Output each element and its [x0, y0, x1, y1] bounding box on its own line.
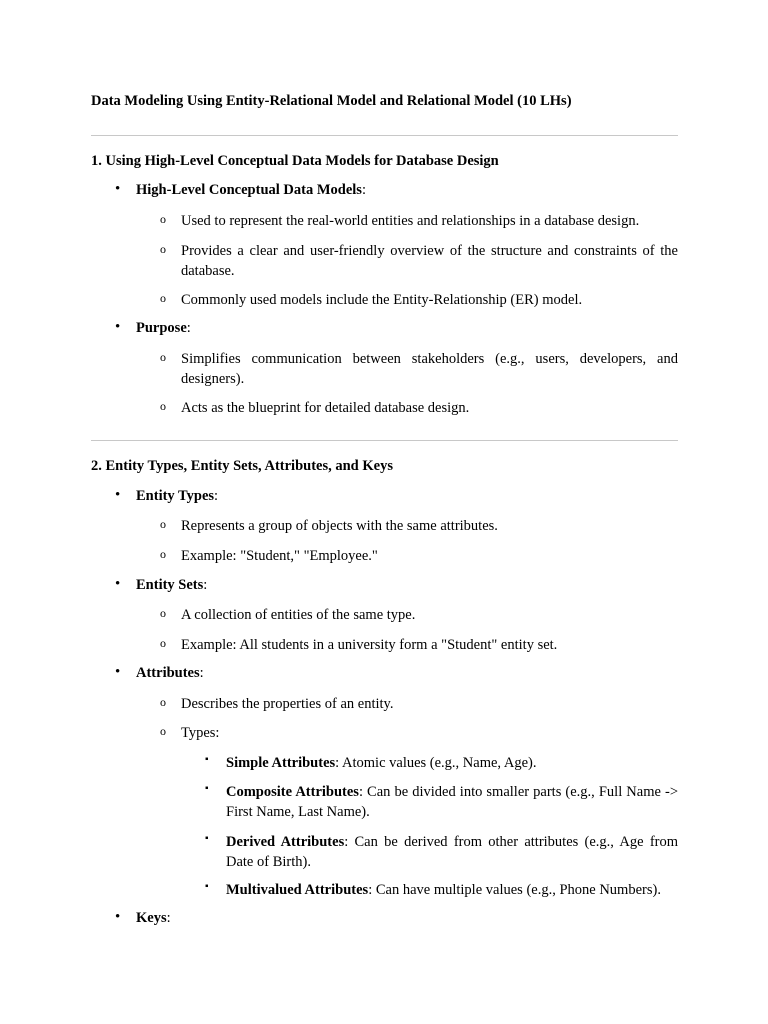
bullet-marker: • [115, 319, 121, 335]
sub-bullet-text: A collection of entities of the same type. [181, 607, 416, 623]
sub-bullet-text: Acts as the blueprint for detailed database design. [181, 400, 470, 416]
bullet-term: Entity Types [136, 488, 215, 504]
attribute-description: : Can have multiple values (e.g., Phone Numbers). [368, 882, 661, 898]
sub-bullet-marker: o [160, 242, 166, 256]
bullet-marker: • [115, 487, 121, 503]
square-bullet-marker: ▪ [205, 754, 209, 765]
sub-bullet-marker: o [160, 695, 166, 709]
sub-bullet-marker: o [160, 606, 166, 620]
attribute-description: : Can be derived from other attributes (e.g., Age from Date of Birth). [226, 834, 678, 870]
bullet-term: Entity Sets [136, 577, 204, 593]
sub-bullet-text: Types: [181, 725, 220, 741]
sub-bullet-text: Example: "Student," "Employee." [181, 548, 378, 564]
sub-bullet-text: Commonly used models include the Entity-Relationship (ER) model. [181, 292, 583, 308]
attribute-description: : Atomic values (e.g., Name, Age). [335, 755, 537, 771]
bullet-term: Purpose [136, 320, 187, 336]
sub-bullet-text: Describes the properties of an entity. [181, 696, 394, 712]
attribute-description: : Can be divided into smaller parts (e.g., Full Name -> First Name, Last Name). [226, 784, 678, 820]
sub-bullet-marker: o [160, 547, 166, 561]
sub-bullet-text: Used to represent the real-world entities and relationships in a database design. [181, 213, 640, 229]
bullet-term: Keys [136, 910, 167, 926]
section-heading: 1. Using High-Level Conceptual Data Models for Database Design [91, 153, 499, 169]
sub-bullet-marker: o [160, 399, 166, 413]
bullet-marker: • [115, 181, 121, 197]
sub-bullet-text: Provides a clear and user-friendly overview of the structure and constraints of the database. [181, 243, 678, 279]
bullet-marker: • [115, 909, 121, 925]
sub-bullet-marker: o [160, 350, 166, 364]
sub-bullet-text: Example: All students in a university form a "Student" entity set. [181, 637, 558, 653]
document-title: Data Modeling Using Entity-Relational Model and Relational Model (10 LHs) [91, 93, 572, 109]
section-heading: 2. Entity Types, Entity Sets, Attributes, and Keys [91, 458, 393, 474]
attribute-term: Simple Attributes [226, 755, 336, 771]
square-bullet-marker: ▪ [205, 833, 209, 844]
attribute-term: Composite Attributes [226, 784, 359, 800]
bullet-term: Attributes [136, 665, 200, 681]
sub-bullet-text: Represents a group of objects with the same attributes. [181, 518, 498, 534]
bullet-term: High-Level Conceptual Data Models [136, 182, 362, 198]
sub-bullet-marker: o [160, 724, 166, 738]
sub-bullet-marker: o [160, 517, 166, 531]
sub-bullet-marker: o [160, 291, 166, 305]
sub-bullet-marker: o [160, 212, 166, 226]
sub-bullet-marker: o [160, 636, 166, 650]
square-bullet-marker: ▪ [205, 881, 209, 892]
divider [91, 440, 678, 441]
attribute-term: Derived Attributes [226, 834, 345, 850]
bullet-marker: • [115, 664, 121, 680]
sub-bullet-text: Simplifies communication between stakeholders (e.g., users, developers, and designers). [181, 351, 678, 387]
square-bullet-marker: ▪ [205, 783, 209, 794]
bullet-marker: • [115, 576, 121, 592]
attribute-term: Multivalued Attributes [226, 882, 369, 898]
divider [91, 135, 678, 136]
